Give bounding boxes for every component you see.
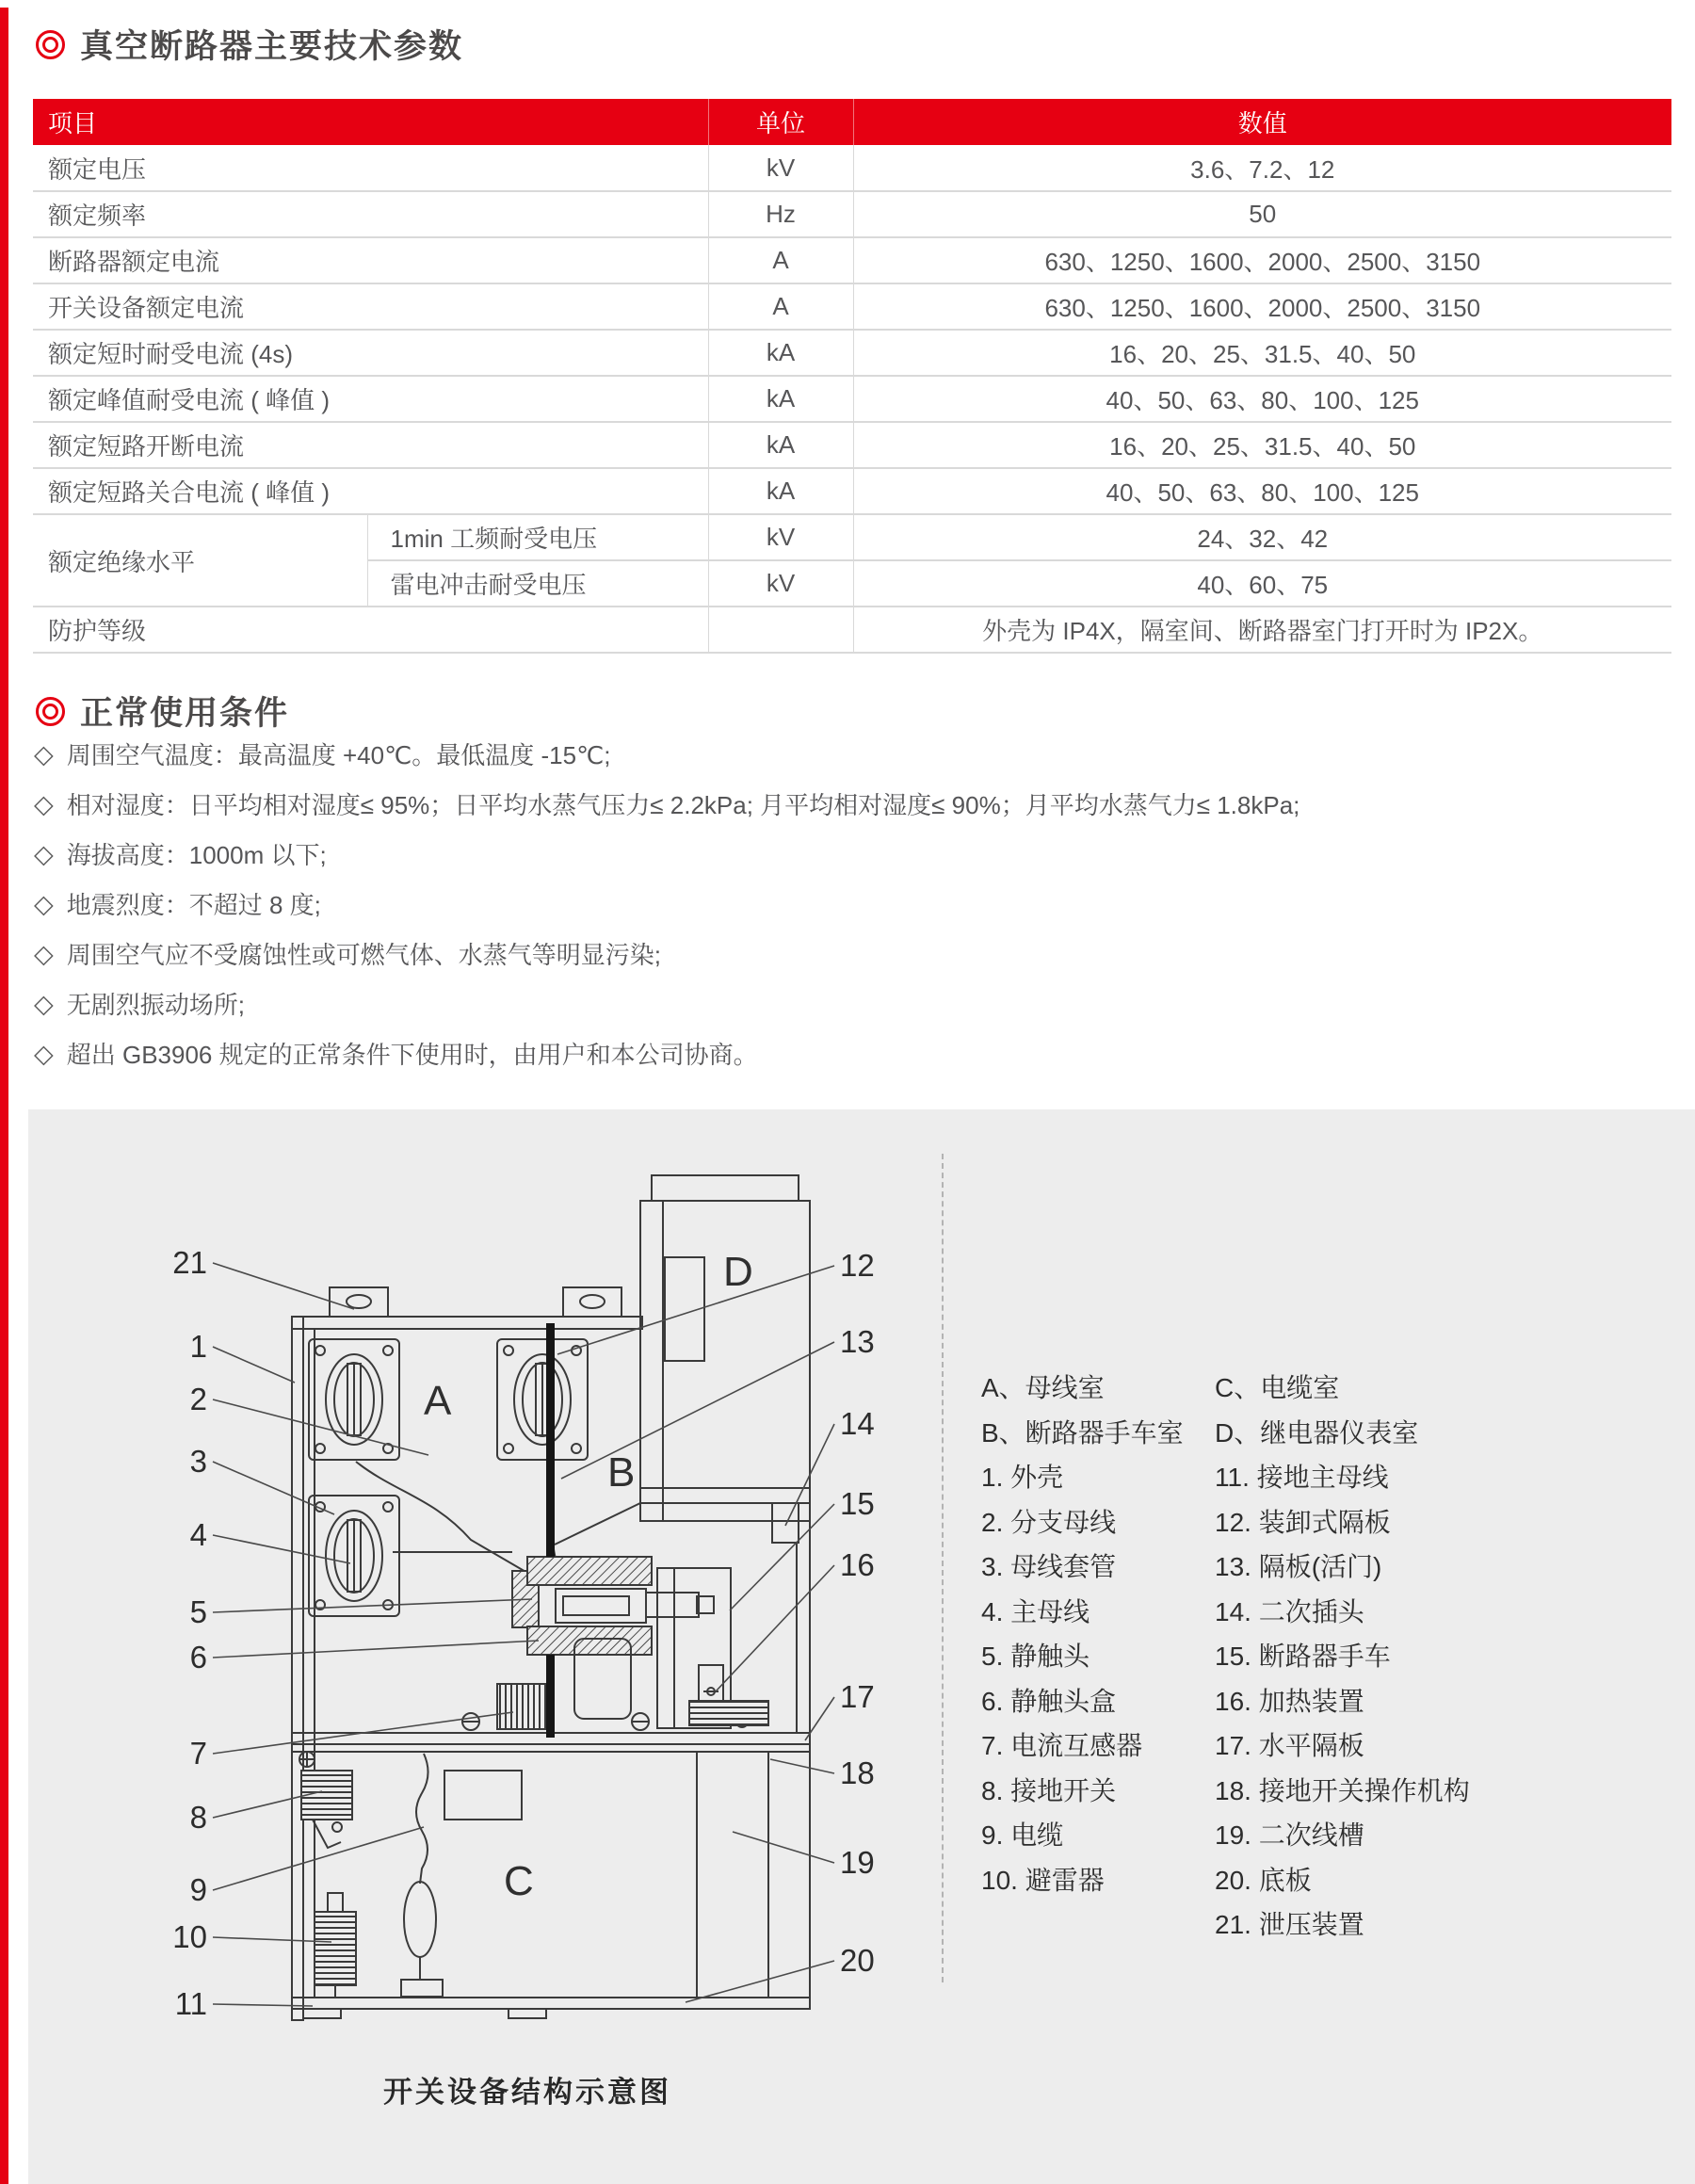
item-cell: 额定峰值耐受电流 ( 峰值 ) — [33, 376, 708, 422]
legend-item: 5. 静触头 — [981, 1642, 1090, 1671]
callout-leader-line — [213, 1535, 350, 1563]
table-row — [33, 468, 1671, 514]
value-cell: 16、20、25、31.5、40、50 — [853, 330, 1671, 376]
parameters-table — [33, 99, 1671, 654]
unit-cell: kA — [708, 376, 853, 422]
callout-leader-line — [686, 1961, 834, 2002]
legend-item: 12. 装卸式隔板 — [1215, 1507, 1391, 1537]
header-item: 项目 — [33, 99, 708, 145]
diamond-bullet-icon: ◇ — [34, 990, 54, 1019]
legend-item: 16. 加热装置 — [1215, 1686, 1364, 1716]
table-header-row — [33, 99, 1671, 145]
callout-number: 9 — [189, 1872, 207, 1907]
table-row — [33, 330, 1671, 376]
conditions-list — [34, 740, 1654, 1090]
callout-leader-line — [557, 1266, 834, 1354]
diamond-bullet-icon: ◇ — [34, 740, 54, 769]
section2-title — [36, 688, 289, 735]
page-title: 真空断路器主要技术参数 — [80, 28, 464, 65]
callout-number: 10 — [172, 1919, 207, 1954]
table-row — [33, 376, 1671, 422]
table-row — [33, 422, 1671, 468]
callout-leader-line — [730, 1504, 834, 1610]
condition-text: 周围空气应不受腐蚀性或可燃气体、水蒸气等明显污染; — [66, 941, 661, 969]
condition-item — [34, 890, 1654, 920]
legend-column-right — [1215, 1366, 1657, 1948]
legend-item: 18. 接地开关操作机构 — [1215, 1775, 1470, 1805]
legend-item: 13. 隔板(活门) — [1215, 1552, 1382, 1581]
callout-number: 19 — [840, 1845, 875, 1880]
cabinet-drawing — [292, 1175, 810, 2020]
item-cell: 防护等级 — [33, 607, 708, 653]
condition-item — [34, 840, 1654, 870]
value-cell: 24、32、42 — [853, 514, 1671, 560]
legend-item: 3. 母线套管 — [981, 1552, 1117, 1581]
legend-item: C、电缆室 — [1215, 1373, 1340, 1402]
legend-item: 20. 底板 — [1215, 1865, 1312, 1895]
callout-leader-line — [213, 1347, 295, 1383]
legend-item: 7. 电流互感器 — [981, 1731, 1143, 1760]
legend-item: 6. 静触头盒 — [981, 1686, 1117, 1716]
condition-text: 周围空气温度：最高温度 +40℃。最低温度 -15℃; — [66, 741, 611, 769]
unit-cell: kA — [708, 468, 853, 514]
legend-item: 17. 水平隔板 — [1215, 1731, 1364, 1760]
item-cell: 额定绝缘水平 — [33, 514, 367, 607]
callout-number: 6 — [189, 1640, 207, 1674]
unit-cell — [708, 607, 853, 653]
legend-item: 19. 二次线槽 — [1215, 1820, 1364, 1850]
diamond-bullet-icon: ◇ — [34, 940, 54, 969]
value-cell: 40、50、63、80、100、125 — [853, 376, 1671, 422]
compartment-label-C: C — [504, 1858, 534, 1904]
legend-item: 4. 主母线 — [981, 1596, 1090, 1626]
callout-number: 1 — [189, 1329, 207, 1364]
legend-item: D、继电器仪表室 — [1215, 1417, 1419, 1448]
callout-number: 4 — [189, 1517, 207, 1552]
callout-leader-line — [213, 1641, 539, 1658]
unit-cell: A — [708, 283, 853, 330]
item-cell: 断路器额定电流 — [33, 237, 708, 283]
diagram-caption: 开关设备结构示意图 — [383, 2076, 671, 2109]
page-edge-accent — [0, 8, 8, 2184]
double-circle-icon — [36, 30, 65, 59]
conditions-title: 正常使用条件 — [80, 695, 290, 732]
double-circle-icon — [36, 697, 65, 726]
condition-item — [34, 740, 1654, 770]
callout-leader-line — [213, 1399, 428, 1455]
legend-item: 8. 接地开关 — [981, 1775, 1117, 1805]
unit-cell: kA — [708, 330, 853, 376]
callout-number: 12 — [840, 1248, 875, 1283]
callout-leader-line — [213, 1599, 532, 1612]
callout-leader-line — [213, 1462, 334, 1514]
callout-number: 8 — [189, 1800, 207, 1835]
callout-leader-line — [733, 1832, 834, 1863]
legend-item: 9. 电缆 — [981, 1820, 1064, 1850]
callout-number: 21 — [172, 1245, 207, 1280]
item-cell: 额定电压 — [33, 145, 708, 191]
diamond-bullet-icon: ◇ — [34, 840, 54, 869]
callout-leader-line — [213, 1827, 424, 1890]
item-cell: 额定短时耐受电流 (4s) — [33, 330, 708, 376]
condition-text: 海拔高度：1000m 以下; — [66, 841, 327, 869]
condition-item — [34, 940, 1654, 970]
callout-number: 5 — [189, 1594, 207, 1629]
header-unit: 单位 — [708, 99, 853, 145]
callout-leader-line — [561, 1342, 834, 1479]
item-cell: 额定频率 — [33, 191, 708, 237]
legend-item: 21. 泄压装置 — [1215, 1910, 1364, 1939]
callout-number: 11 — [174, 1986, 207, 2021]
legend-item: 2. 分支母线 — [981, 1507, 1117, 1537]
callout-leader-line — [716, 1565, 834, 1691]
condition-item — [34, 790, 1654, 820]
diamond-bullet-icon: ◇ — [34, 790, 54, 819]
diamond-bullet-icon: ◇ — [34, 890, 54, 919]
callout-number: 18 — [840, 1755, 875, 1790]
table-row — [33, 514, 1671, 560]
unit-cell: kA — [708, 422, 853, 468]
table-row — [33, 607, 1671, 653]
table-row — [33, 237, 1671, 283]
value-cell: 16、20、25、31.5、40、50 — [853, 422, 1671, 468]
partition-bar — [546, 1323, 555, 1557]
condition-text: 相对湿度：日平均相对湿度≤ 95%；日平均水蒸气压力≤ 2.2kPa; 月平均相对湿度≤ 90%；月平均水蒸气力≤ 1.8kPa; — [66, 791, 1300, 819]
legend-item: 1. 外壳 — [981, 1463, 1064, 1492]
compartment-label-B: B — [607, 1449, 636, 1496]
legend-item: B、断路器手车室 — [981, 1417, 1184, 1448]
callout-number: 16 — [840, 1547, 875, 1582]
table-row — [33, 283, 1671, 330]
legend-item: 15. 断路器手车 — [1215, 1642, 1391, 1671]
callout-number: 15 — [840, 1486, 875, 1521]
condition-text: 超出 GB3906 规定的正常条件下使用时，由用户和本公司协商。 — [66, 1041, 758, 1069]
value-cell: 630、1250、1600、2000、2500、3150 — [853, 237, 1671, 283]
unit-cell: kV — [708, 514, 853, 560]
legend-item: 10. 避雷器 — [981, 1865, 1105, 1895]
value-cell: 3.6、7.2、12 — [853, 145, 1671, 191]
diamond-bullet-icon: ◇ — [34, 1040, 54, 1069]
callout-leader-line — [213, 2004, 313, 2006]
callout-number: 20 — [840, 1943, 875, 1978]
unit-cell: Hz — [708, 191, 853, 237]
unit-cell: A — [708, 237, 853, 283]
value-cell: 50 — [853, 191, 1671, 237]
callout-number: 13 — [840, 1324, 875, 1359]
unit-cell: kV — [708, 560, 853, 607]
callout-number: 17 — [840, 1679, 875, 1714]
value-cell: 40、50、63、80、100、125 — [853, 468, 1671, 514]
unit-cell: kV — [708, 145, 853, 191]
callout-number: 3 — [189, 1444, 207, 1479]
header-value: 数值 — [853, 99, 1671, 145]
item-cell: 额定短路关合电流 ( 峰值 ) — [33, 468, 708, 514]
table-row — [33, 191, 1671, 237]
condition-item — [34, 1040, 1654, 1070]
item-cell: 开关设备额定电流 — [33, 283, 708, 330]
callout-leader-line — [770, 1759, 834, 1773]
callout-number: 14 — [840, 1406, 875, 1441]
legend-item: A、母线室 — [981, 1373, 1105, 1402]
sub-item-cell: 雷电冲击耐受电压 — [367, 560, 708, 607]
table-row — [33, 145, 1671, 191]
switchgear-diagram — [113, 1168, 960, 2044]
legend-item: 14. 二次插头 — [1215, 1596, 1364, 1626]
compartment-label-D: D — [723, 1249, 753, 1295]
legend-item: 11. 接地主母线 — [1215, 1463, 1389, 1492]
item-cell: 额定短路开断电流 — [33, 422, 708, 468]
compartment-label-A: A — [424, 1378, 452, 1424]
condition-item — [34, 990, 1654, 1020]
value-cell: 630、1250、1600、2000、2500、3150 — [853, 283, 1671, 330]
condition-text: 无剧烈振动场所; — [66, 991, 245, 1019]
condition-text: 地震烈度：不超过 8 度; — [66, 891, 321, 919]
callout-number: 7 — [189, 1736, 207, 1771]
partition-bar — [546, 1655, 555, 1738]
callout-number: 2 — [189, 1382, 207, 1416]
section1-title — [36, 21, 463, 68]
params-table-body — [33, 145, 1671, 653]
callout-leader-line — [213, 1263, 354, 1309]
value-cell: 外壳为 IP4X，隔室间、断路器室门打开时为 IP2X。 — [853, 607, 1671, 653]
sub-item-cell: 1min 工频耐受电压 — [367, 514, 708, 560]
value-cell: 40、60、75 — [853, 560, 1671, 607]
